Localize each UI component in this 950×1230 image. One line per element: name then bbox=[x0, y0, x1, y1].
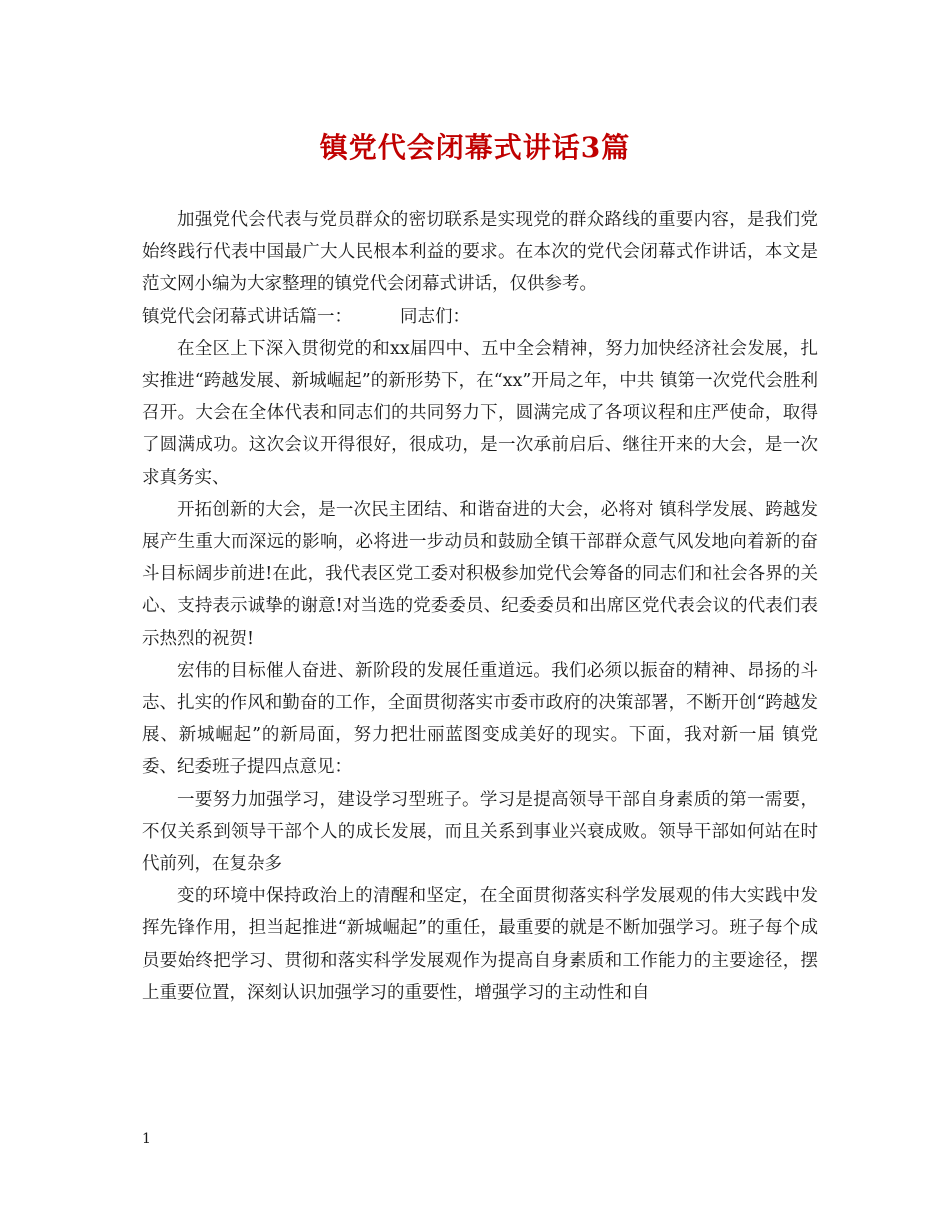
page-number: 1 bbox=[142, 1131, 151, 1147]
body-paragraph: 变的环境中保持政治上的清醒和坚定，在全面贯彻落实科学发展观的伟大实践中发挥先锋作用，担当起推进“新城崛起”的重任，最重要的就是不断加强学习。班子每个成员要始终把学习、贯彻和落实科学发展观作为提高自身素质和工作能力的主要途径，摆上重要位置，深刻认识加强学习的重要性，增强学习的主动性和自 bbox=[142, 886, 818, 1003]
section-heading-line bbox=[142, 301, 818, 333]
salutation: 同志们： bbox=[400, 306, 470, 327]
body-paragraph: 在全区上下深入贯彻党的和xx届四中、五中全会精神，努力加快经济社会发展，扎实推进“跨越发展、新城崛起”的新形势下，在“xx”开局之年，中共 镇第一次党代会胜利召开。大会在全体代表和同志们的共同努力下，圆满完成了各项议程和庄严使命，取得了圆满成功。这次会议开得很好，很成功，是一次承前启后、继往开来的大会，是一次求真务实、 bbox=[142, 338, 818, 488]
section-heading: 镇党代会闭幕式讲话篇一： bbox=[142, 306, 352, 327]
body-paragraph: 一要努力加强学习，建设学习型班子。学习是提高领导干部自身素质的第一需要，不仅关系到领导干部个人的成长发展，而且关系到事业兴衰成败。领导干部如何站在时代前列，在复杂多 bbox=[142, 789, 818, 875]
body-paragraph: 宏伟的目标催人奋进、新阶段的发展任重道远。我们必须以振奋的精神、昂扬的斗志、扎实的作风和勤奋的工作，全面贯彻落实市委市政府的决策部署，不断开创“跨越发展、新城崛起”的新局面，努力把壮丽蓝图变成美好的现实。下面，我对新一届 镇党委、纪委班子提四点意见： bbox=[142, 660, 818, 778]
body-paragraph: 开拓创新的大会，是一次民主团结、和谐奋进的大会，必将对 镇科学发展、跨越发展产生重大而深远的影响，必将进一步动员和鼓励全镇干部群众意气风发地向着新的奋斗目标阔步前进!在此，我代表区党工委对积极参加党代会筹备的同志们和社会各界的关心、支持表示诚挚的谢意!对当选的党委委员、纪委委员和出席区党代表会议的代表们表示热烈的祝贺! bbox=[142, 499, 818, 649]
document-body bbox=[142, 204, 818, 1009]
intro-paragraph: 加强党代会代表与党员群众的密切联系是实现党的群众路线的重要内容，是我们党始终践行代表中国最广大人民根本利益的要求。在本次的党代会闭幕式作讲话，本文是范文网小编为大家整理的镇党代会闭幕式讲话，仅供参考。 bbox=[142, 210, 818, 295]
document-title: 镇党代会闭幕式讲话3篇 bbox=[319, 131, 631, 164]
